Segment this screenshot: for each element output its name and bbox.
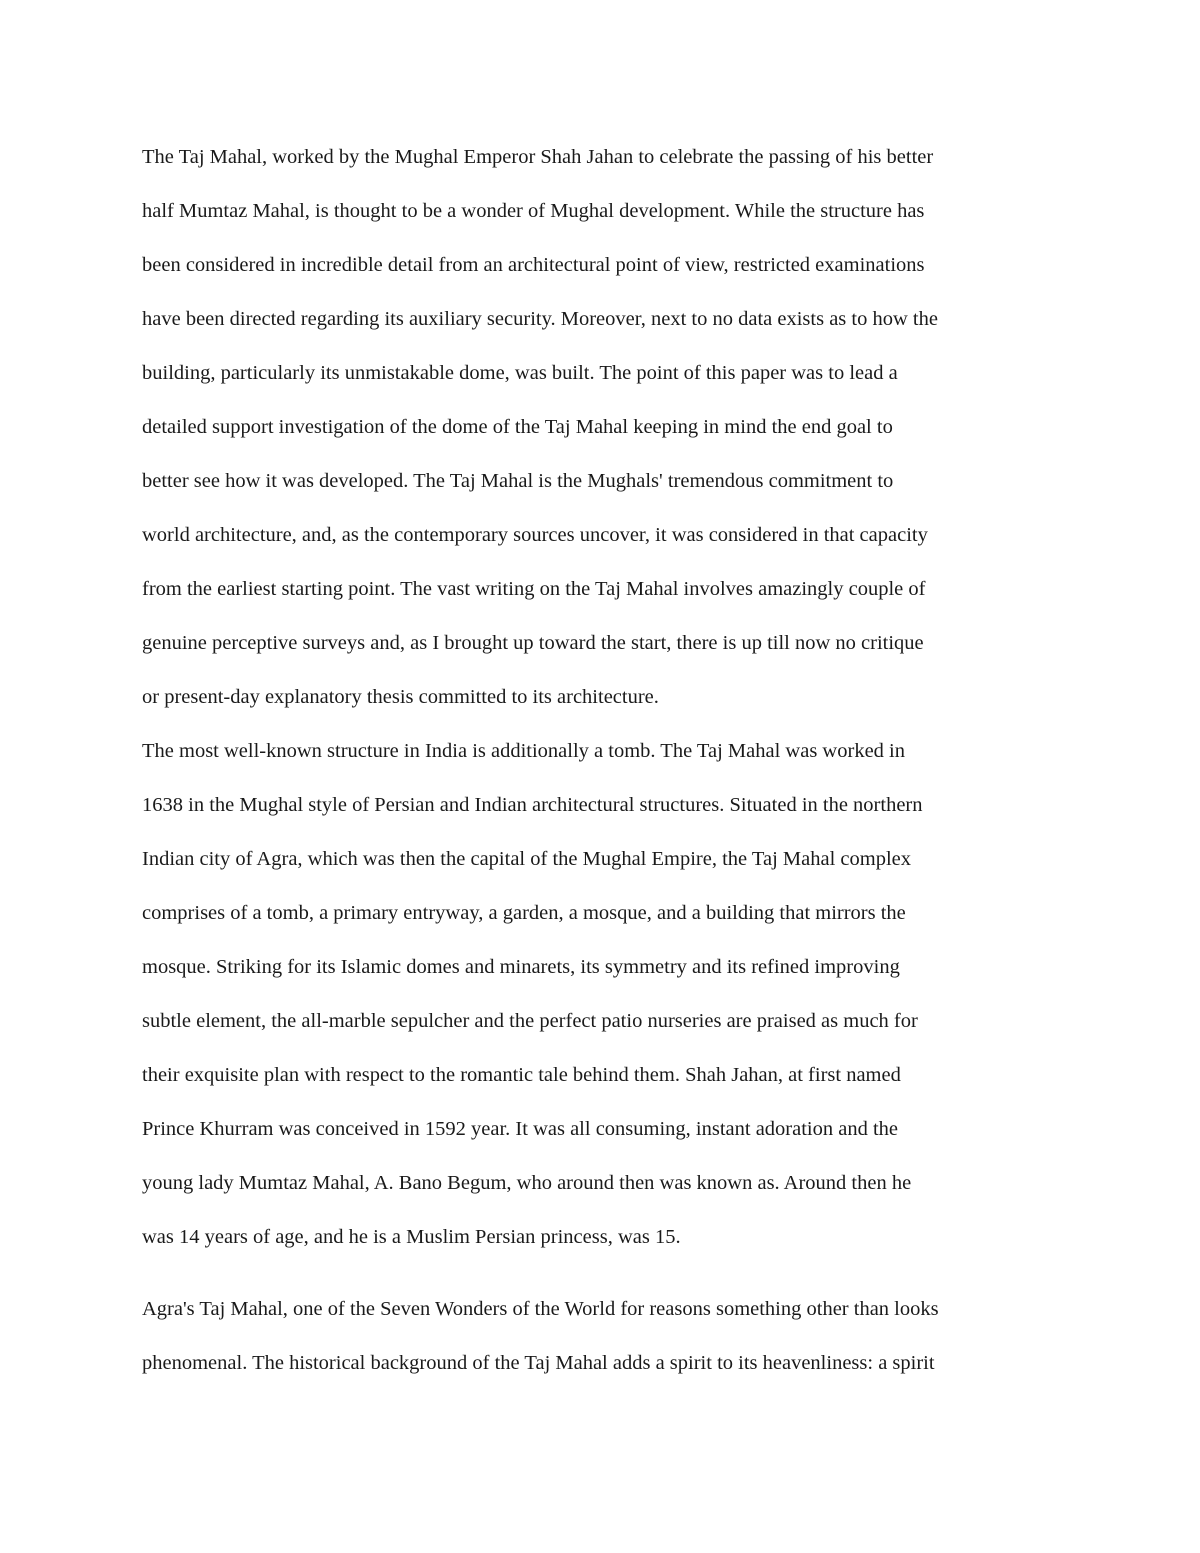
text-line: genuine perceptive surveys and, as I brought up toward the start, there is up till now no critique (142, 632, 924, 654)
text-line: have been directed regarding its auxiliary security. Moreover, next to no data exists as to how the (142, 308, 938, 330)
text-line: their exquisite plan with respect to the romantic tale behind them. Shah Jahan, at first named (142, 1064, 901, 1086)
text-line: comprises of a tomb, a primary entryway, a garden, a mosque, and a building that mirrors the (142, 902, 906, 924)
text-line: better see how it was developed. The Taj Mahal is the Mughals' tremendous commitment to (142, 470, 894, 492)
text-line: The most well-known structure in India is additionally a tomb. The Taj Mahal was worked in (142, 740, 905, 762)
text-line: Indian city of Agra, which was then the capital of the Mughal Empire, the Taj Mahal complex (142, 848, 911, 870)
text-line: The Taj Mahal, worked by the Mughal Emperor Shah Jahan to celebrate the passing of his better (142, 146, 934, 168)
text-line: phenomenal. The historical background of the Taj Mahal adds a spirit to its heavenliness: a spirit (142, 1352, 935, 1374)
text-line: building, particularly its unmistakable dome, was built. The point of this paper was to lead a (142, 362, 898, 384)
text-line: been considered in incredible detail from an architectural point of view, restricted examinations (142, 254, 925, 276)
text-line: or present-day explanatory thesis committed to its architecture. (142, 686, 659, 708)
text-line: from the earliest starting point. The vast writing on the Taj Mahal involves amazingly couple of (142, 578, 926, 600)
text-line: Agra's Taj Mahal, one of the Seven Wonders of the World for reasons something other than looks (142, 1298, 939, 1320)
text-line: young lady Mumtaz Mahal, A. Bano Begum, who around then was known as. Around then he (142, 1172, 912, 1194)
text-line: world architecture, and, as the contemporary sources uncover, it was considered in that capacity (142, 524, 928, 546)
text-line: detailed support investigation of the dome of the Taj Mahal keeping in mind the end goal to (142, 416, 893, 438)
text-line: was 14 years of age, and he is a Muslim Persian princess, was 15. (142, 1226, 681, 1248)
text-line: mosque. Striking for its Islamic domes and minarets, its symmetry and its refined improving (142, 956, 900, 978)
text-line: Prince Khurram was conceived in 1592 year. It was all consuming, instant adoration and the (142, 1118, 899, 1140)
text-line: 1638 in the Mughal style of Persian and Indian architectural structures. Situated in the northern (142, 794, 923, 816)
text-line: subtle element, the all-marble sepulcher and the perfect patio nurseries are praised as much for (142, 1010, 918, 1032)
text-line: half Mumtaz Mahal, is thought to be a wonder of Mughal development. While the structure has (142, 200, 925, 222)
